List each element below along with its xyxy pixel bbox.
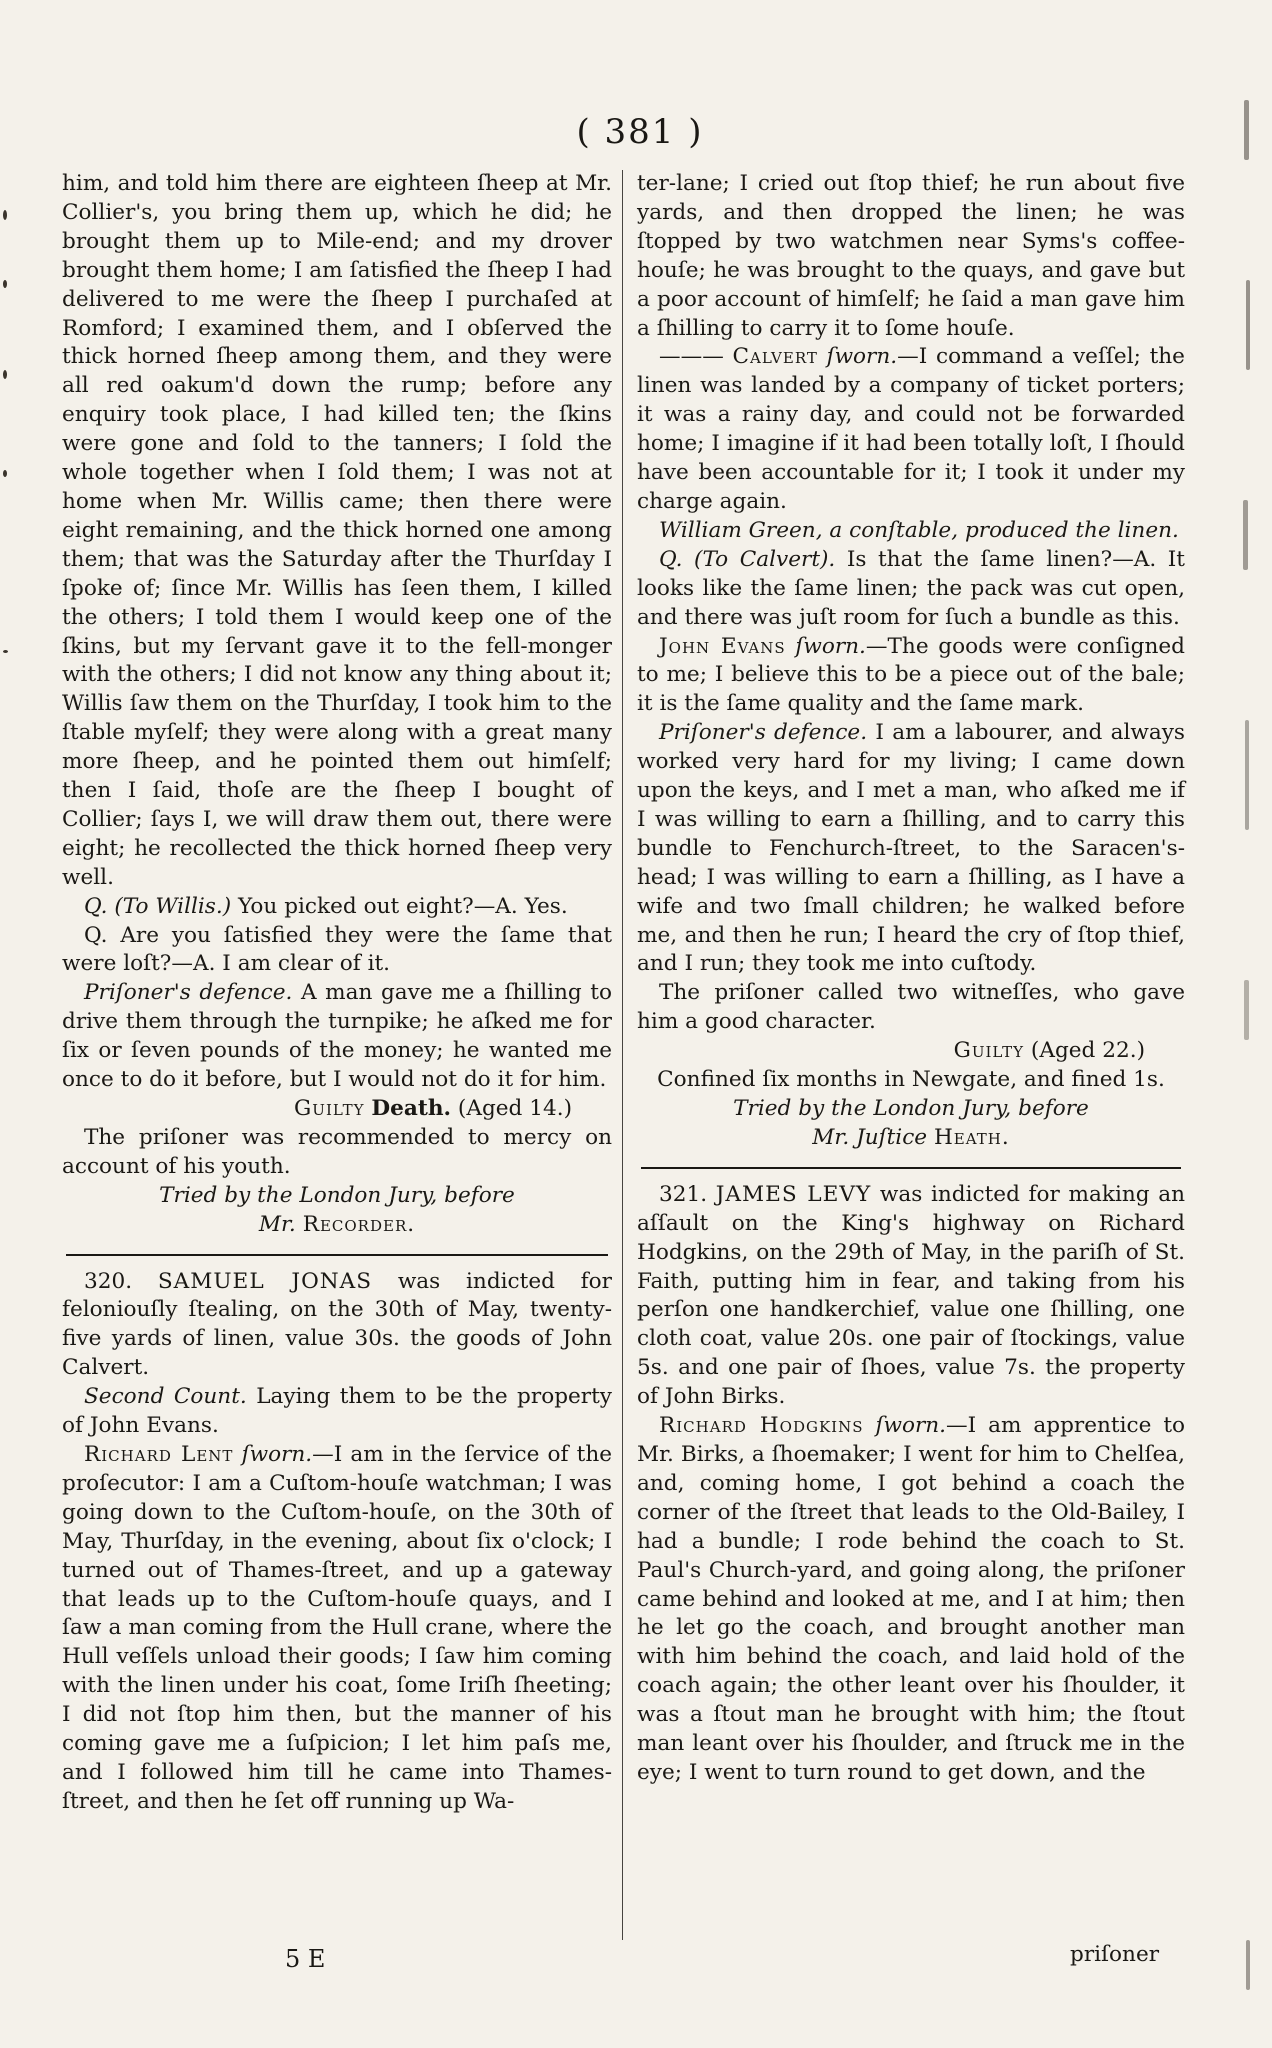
defence-label: Priſoner's defence. [659,720,868,746]
bleed-through-right-margin [1234,80,1264,2040]
question-text: You picked out eight?—A. Yes. [231,893,568,919]
testimony-text: —The goods were conſigned to me; I believe this to be a piece out of the bale; it is the ſame quality and the ſame mark. [637,633,1185,717]
question-paragraph [637,546,1185,633]
testimony-paragraph [62,1441,612,1817]
witnesses-paragraph: The priſoner called two witneſſes, who gave him a good character. [637,980,1185,1035]
judge-prefix: Mr. [258,1211,296,1237]
catchword: priſoner [1070,1942,1160,1967]
defence-text: I am a labourer, and always worked very hard for my living; I came down upon the keys, and I met a man, who aſked me if I was willing to earn a ſhilling, and to carry this bundle to Fenchurch-ſtreet, to the Saracen's-head; I was willing to earn a ſhilling, as I have a wife and two ſmall children; he walked before me, and then he run; I heard the cry of ſtop thief, and I run; they took me into cuſtody. [637,720,1185,977]
testimony-text: —I command a veſſel; the linen was landed by a company of ticket porters; it was a rainy day, and could not be forwarded home; I imagine if it had been totally loſt, I ſhould have been accountable for it; I took it under my charge again. [637,344,1185,514]
second-count-label: Second Count. [84,1384,247,1410]
case-number: 320. [84,1268,133,1294]
sworn-label: ſworn. [826,344,898,370]
indictment-text: was indicted for feloniouſly ſtealing, on the 30th of May, twenty-five yards of linen, value 30s. the goods of John Calvert. [62,1268,612,1381]
defence-paragraph [637,719,1185,979]
defendant-name: JAMES LEVY [715,1181,872,1207]
second-count-text: Laying them to be the property of John Evans. [62,1384,613,1439]
testimony-paragraph [637,343,1185,516]
judge-name: Recorder. [302,1211,416,1237]
defence-label: Priſoner's defence. [84,980,293,1006]
verdict-death: Death. [371,1096,452,1121]
tried-line: Tried by the London Jury, before [733,1096,1089,1121]
case-heading-paragraph [637,1181,1185,1412]
witness-name: Calvert [732,344,818,370]
defence-text: A man gave me a ſhilling to drive them through the turnpike; he aſked me for ſix or ſeven pounds of the money; he wanted me once to do it before, but I would not do it for him. [62,980,612,1093]
recommendation: The priſoner was recommended to mercy on account of his youth. [62,1124,612,1179]
sentence-line: Confined ſix months in Newgate, and fined 1s. [657,1067,1165,1093]
testimony-text: —I am in the ſervice of the proſecutor: I am a Cuſtom-houſe watchman; I was going down to the Cuſtom-houſe, on the 30th of May, Thurſday, in the evening, about ſix o'clock; I turned out of Thames-ſtreet, and up a gateway that leads up to the Cuſtom-houſe quays, and I ſaw a man coming from the Hull crane, where the Hull veſſels unload their goods; I ſaw him coming with the linen under his coat, ſome Iriſh ſheeting; I did not ſtop him then, but the manner of his coming gave me a ſuſpicion; I let him paſs me, and I followed him till he came into Thames-ſtreet, and then he ſet off running up Wa- [62,1441,613,1814]
paragraph: him, and told him there are eighteen ſheep at Mr. Collier's, you bring them up, which he did; he brought them up to Mile-end; and my drover brought them home; I am ſatisfied the ſheep I had delivered to me were the ſheep I purchaſed at Romford; I examined them, and I obſerved the thick horned ſheep among them, and they were all red oakum'd down the rump; before any enquiry took place, I had killed ten; the ſkins were gone and ſold to the tanners; I ſold the whole together when I ſold them; I was not at home when Mr. Willis came; then there were eight remaining, and the thick horned one among them; that was the Saturday after the Thurſday I ſpoke of; ſince Mr. Willis has ſeen them, I killed the others; I told them I would keep one of the ſkins, but my ſervant gave it to the fell-monger with the others; I did not know any thing about it; Willis ſaw them on the Thurſday, I took him to the ſtable myſelf; they were along with a great many more ſheep, and he pointed them out himſelf; then I ſaid, thoſe are the ſheep I bought of Collier; ſays I, we will draw them out, there were eight; he recollected the thick horned ſheep very well. [62,171,612,890]
defendant-name: SAMUEL JONAS [157,1268,373,1294]
verdict-age: (Aged 22.) [1030,1038,1145,1064]
sworn-label: ſworn. [875,1413,947,1439]
left-column [62,170,612,1817]
testimony-paragraph [637,633,1185,720]
column-divider [622,170,623,1940]
verdict-line [637,1037,1185,1066]
question-paragraph: Q. Are you ſatisfied they were the ſame that were loſt?—A. I am clear of it. [62,922,612,977]
verdict-line [62,1095,612,1124]
question-label: Q. (To Calvert). [659,546,836,572]
testimony-text: —I am apprentice to Mr. Birks, a ſhoemaker; I went for him to Chelſea, and, coming home, I got behind a coach the corner of the ſtreet that leads to the Old-Bailey, I had a bundle; I rode behind the coach to St. Paul's Church-yard, and going along, the priſoner came behind and looked at me, and I at him; then he let go the coach, and brought another man with him behind the coach, and laid hold of the coach again; the other leant over his ſhoulder, it was a ſtout man he brought with him; the ſtout man leant over his ſhoulder, and ſtruck me in the eye; I went to turn round to get down, and the [637,1413,1186,1785]
judge-prefix: Mr. Juſtice [812,1124,928,1150]
question-paragraph [62,893,612,922]
indictment-text: was indicted for making an aſſault on the King's highway on Richard Hodgkins, on the 29th of May, in the pariſh of St. Faith, putting him in fear, and taking from his perſon one handkerchief, value one ſhilling, one cloth coat, value 20s. one pair of ſtockings, value 5s. and one pair of ſhoes, value 7s. the property of John Birks. [637,1181,1186,1410]
defence-paragraph [62,979,612,1095]
witness-name: Richard Hodgkins [659,1413,864,1439]
sworn-label: ſworn. [241,1441,313,1467]
question-text: Is that the ſame linen?—A. It looks like the ſame linen; the pack was cut open, and there was juſt room for ſuch a bundle as this. [637,546,1185,630]
sworn-label: ſworn. [795,633,866,659]
paragraph: ter-lane; I cried out ſtop thief; he run about five yards, and then dropped the linen; he was ſtopped by two watchmen near Syms's coffee-houſe; he was brought to the quays, and gave but a poor account of himſelf; he ſaid a man gave him a ſhilling to carry it to ſome houſe. [637,171,1185,341]
judge-line [637,1124,1185,1153]
bleed-through-left-margin [0,170,14,870]
judge-name: Heath. [933,1124,1010,1150]
dash: ——— [659,344,724,370]
page-number: ( 381 ) [576,112,704,152]
verdict-guilty: Guilty [294,1096,365,1121]
judge-line [62,1211,612,1240]
case-separator-rule [66,1254,608,1256]
case-number: 321. [659,1181,708,1207]
case-separator-rule [641,1167,1181,1169]
witness-name: John Evans [659,633,786,659]
case-heading-paragraph [62,1268,612,1384]
verdict-guilty: Guilty [953,1038,1025,1064]
right-column [637,170,1185,1788]
tried-line: Tried by the London Jury, before [159,1182,515,1208]
testimony-paragraph [637,1412,1185,1788]
second-count-paragraph [62,1383,612,1441]
signature-mark: 5 E [285,1945,326,1973]
verdict-age: (Aged 14.) [457,1096,572,1121]
witness-name: Richard Lent [84,1441,234,1467]
exhibit-line: William Green, a conſtable, produced the linen. [659,517,1179,543]
question-label: Q. (To Willis.) [84,893,232,919]
